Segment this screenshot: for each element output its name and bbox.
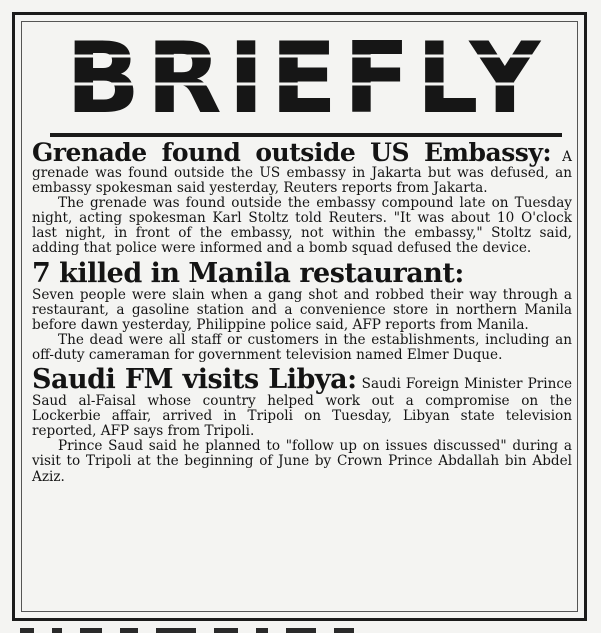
story-lead: Saudi Foreign Minister Prince Saud al-Faisal whose country helped work out a compromise on the Lockerbie affair, arrived in Tripoli on Tuesday, Libyan state television reported, AFP says from Tripoli.	[32, 376, 572, 440]
story-grenade	[32, 139, 572, 257]
story-body: The dead were all staff or customers in the establishments, including an off-duty cameraman for government television named Elmer Duque.	[32, 331, 572, 363]
headline: Grenade found outside US Embassy:	[32, 138, 552, 167]
story-saudi	[32, 365, 572, 485]
story-body: Prince Saud said he planned to "follow up on issues discussed" during a visit to Tripoli at the beginning of June by Crown Prince Abdallah bin Abdel Aziz.	[32, 438, 572, 485]
story-lead: Seven people were slain when a gang shot and robbed their way through a restaurant, a gasoline station and a convenience store in northern Manila before dawn yesterday, Philippine police said, AFP reports from Manila.	[32, 286, 572, 333]
story-manila	[32, 259, 572, 363]
cropped-next-row	[20, 625, 580, 633]
masthead	[50, 26, 562, 130]
headline: 7 killed in Manila restaurant:	[32, 257, 464, 289]
story-lead: A grenade was found outside the US embassy in Jakarta but was defused, an embassy spokesman said yesterday, Reuters reports from Jakarta.	[32, 149, 573, 197]
masthead-rule	[50, 133, 562, 137]
headline: Saudi FM visits Libya:	[32, 364, 357, 396]
briefs-column	[32, 139, 572, 487]
masthead-logo	[50, 26, 562, 130]
masthead-title: BRIEFLY	[65, 26, 547, 130]
story-body: The grenade was found outside the embassy compound late on Tuesday night, acting spokesman Karl Stoltz told Reuters. "It was about 10 O'clock last night, in front of the embassy, not within the embassy," Stoltz said, adding that police were informed and a bomb squad defused the device.	[32, 195, 572, 257]
